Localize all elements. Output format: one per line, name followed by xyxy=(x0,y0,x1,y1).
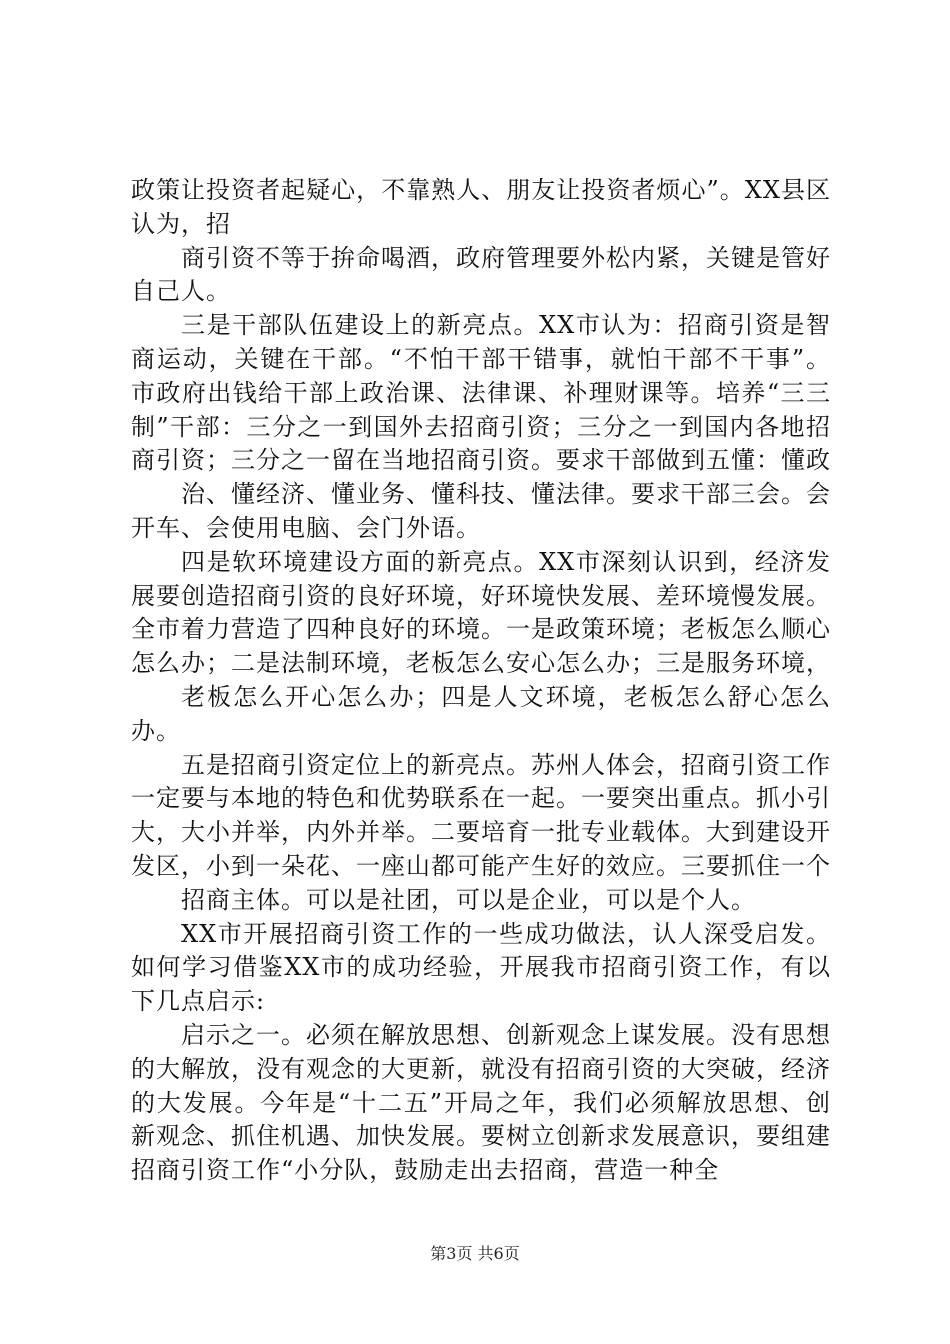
paragraph-6: 老板怎么开心怎么办；四是人文环境，老板怎么舒心怎么办。 xyxy=(131,682,831,745)
paragraph-3: 三是干部队伍建设上的新亮点。XX市认为：招商引资是智商运动，关键在干部。“不怕干部干错事，就怕干部不干事”。市政府出钱给干部上政治课、法律课、补理财课等。培养“三三制”干部：三分之一到国外去招商引资；三分之一到国内各地招商引资；三分之一留在当地招商引资。要求干部做到五懂：懂政 xyxy=(131,311,831,475)
paragraph-2: 商引资不等于拚命喝酒，政府管理要外松内紧，关键是管好自己人。 xyxy=(131,243,831,306)
paragraph-5: 四是软环境建设方面的新亮点。XX市深刻认识到，经济发展要创造招商引资的良好环境，好环境快发展、差环境慢发展。全市着力营造了四种良好的环境。一是政策环境；老板怎么顺心怎么办；二是法制环境，老板怎么安心怎么办；三是服务环境， xyxy=(131,547,831,678)
page-number-footer: 第3页 共6页 xyxy=(430,1244,520,1263)
paragraph-10: 启示之一。必须在解放思想、创新观念上谋发展。没有思想的大解放，没有观念的大更新，就没有招商引资的大突破，经济的大发展。今年是“十二五”开局之年，我们必须解放思想、创新观念、抓住机遇、加快发展。要树立创新求发展意识，要组建招商引资工作“小分队，鼓励走出去招商，营造一种全 xyxy=(131,1020,831,1185)
paragraph-9: XX市开展招商引资工作的一些成功做法，认人深受启发。如何学习借鉴XX市的成功经验，开展我市招商引资工作，有以下几点启示: xyxy=(131,919,831,1016)
paragraph-8: 招商主体。可以是社团，可以是企业，可以是个人。 xyxy=(181,885,756,914)
paragraph-1: 政策让投资者起疑心，不靠熟人、朋友让投资者烦心”。XX县区认为，招 xyxy=(131,176,831,238)
paragraph-7: 五是招商引资定位上的新亮点。苏州人体会，招商引资工作一定要与本地的特色和优势联系在一起。一要突出重点。抓小引大，大小并举，内外并举。二要培育一批专业载体。大到建设开发区，小到一朵花、一座山都可能产生好的效应。三要抓住一个 xyxy=(131,750,831,880)
document-body xyxy=(131,174,831,1188)
paragraph-4: 治、懂经济、懂业务、懂科技、懂法律。要求干部三会。会开车、会使用电脑、会门外语。 xyxy=(131,480,831,542)
